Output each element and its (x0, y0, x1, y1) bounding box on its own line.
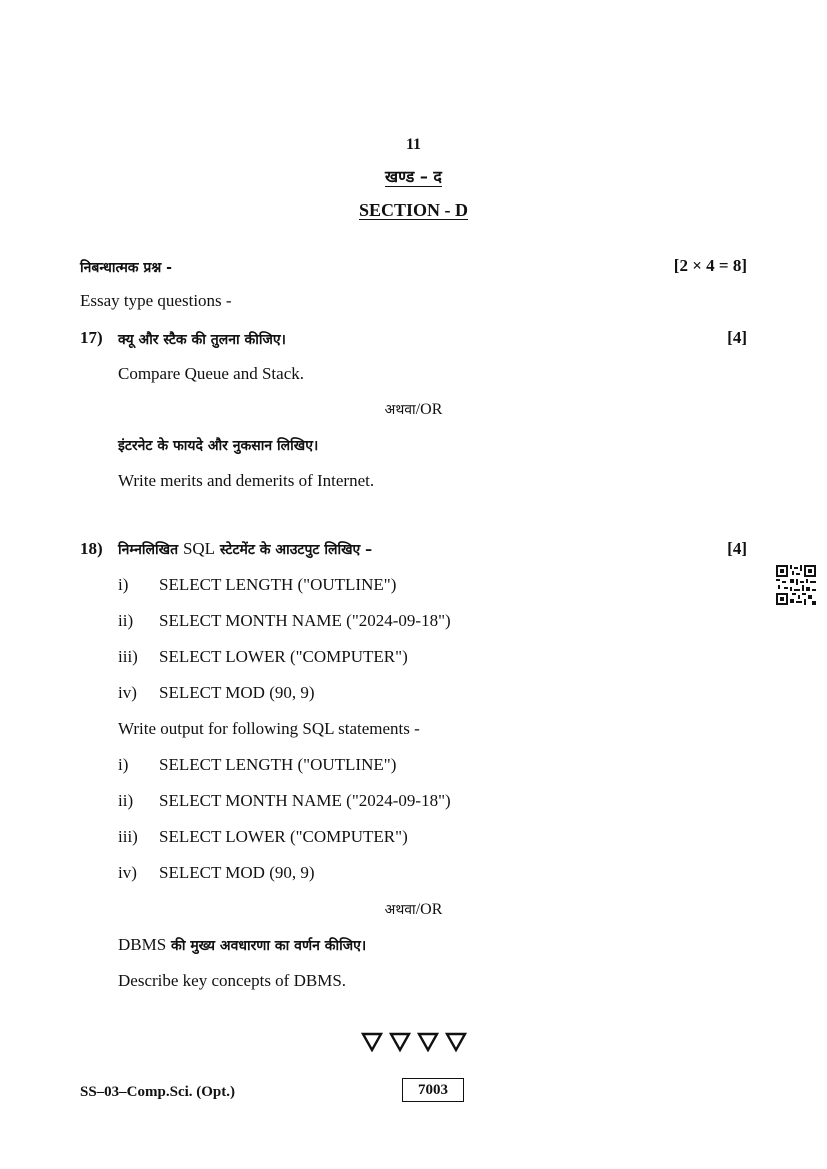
q17-number: 17) (80, 328, 103, 347)
q18-hindi-item-text: SELECT LENGTH ("OUTLINE") (159, 575, 397, 594)
q18-english-item-text: SELECT LENGTH ("OUTLINE") (159, 755, 397, 774)
q17-or: अथवा/OR (384, 401, 443, 418)
essay-label-english: Essay type questions - (80, 291, 232, 310)
q18-hindi-item-num: ii) (118, 611, 134, 630)
section-title-english: SECTION - D (358, 200, 469, 220)
essay-label-hindi: निबन्धात्मक प्रश्न - (80, 260, 172, 276)
triangle-icon (361, 1032, 383, 1052)
q18-or: अथवा/OR (384, 901, 443, 918)
q18-marks: [4] (727, 539, 747, 558)
q18-hindi-item-num: iv) (118, 683, 137, 702)
qr-code-icon (776, 565, 816, 605)
q18-number: 18) (80, 539, 103, 558)
page-number: 11 (405, 136, 422, 153)
q18-english-item-num: ii) (118, 791, 134, 810)
q18-hindi-item-text: SELECT LOWER ("COMPUTER") (159, 647, 408, 666)
q18-english-item-num: iii) (118, 827, 138, 846)
q18-hindi-item-text: SELECT MONTH NAME ("2024-09-18") (159, 611, 451, 630)
q18-hindi-item-num: i) (118, 575, 129, 594)
q17-alt-english: Write merits and demerits of Internet. (118, 471, 375, 490)
triangle-icon (389, 1032, 411, 1052)
q18-english-item-num: iv) (118, 863, 137, 882)
q18-alt-english: Describe key concepts of DBMS. (118, 971, 347, 990)
q18-english-item-text: SELECT LOWER ("COMPUTER") (159, 827, 408, 846)
triangle-icon (417, 1032, 439, 1052)
q18-english-item-text: SELECT MOD (90, 9) (159, 863, 315, 882)
q18-hindi-item-text: SELECT MOD (90, 9) (159, 683, 315, 702)
q17-marks: [4] (727, 328, 747, 347)
paper-code-box: 7003 (402, 1078, 464, 1102)
q18-hindi-item-num: iii) (118, 647, 138, 666)
essay-marks: [2 × 4 = 8] (673, 256, 747, 275)
triangle-icon (445, 1032, 467, 1052)
paper-code-label: SS–03–Comp.Sci. (Opt.) (80, 1084, 236, 1100)
q18-english-item-num: i) (118, 755, 129, 774)
end-of-paper-marks (0, 1032, 827, 1057)
q18-alt-hindi: DBMS की मुख्य अवधारणा का वर्णन कीजिए। (118, 935, 367, 954)
q17-hindi: क्यू और स्टैक की तुलना कीजिए। (118, 332, 286, 348)
q17-alt-hindi: इंटरनेट के फायदे और नुकसान लिखिए। (118, 438, 319, 454)
section-title-hindi: खण्ड – द (385, 167, 442, 186)
q18-english-item-text: SELECT MONTH NAME ("2024-09-18") (159, 791, 451, 810)
q18-hindi: निम्नलिखित SQL स्टेटमेंट के आउटपुट लिखिए – (118, 539, 373, 558)
q18-english: Write output for following SQL statements - (118, 719, 420, 738)
q17-english: Compare Queue and Stack. (118, 364, 304, 383)
